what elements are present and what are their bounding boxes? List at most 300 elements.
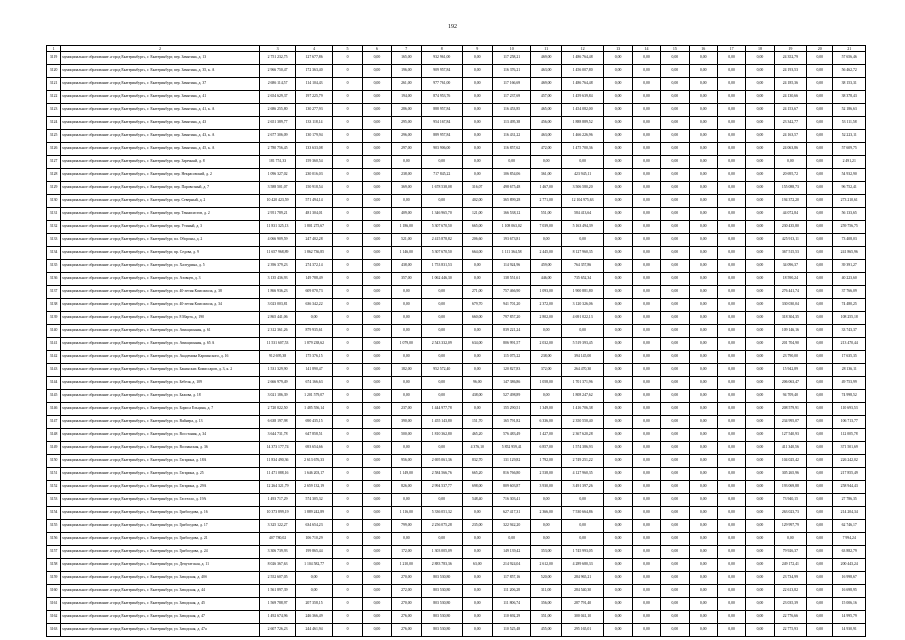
address-cell: муниципальное образование «город Екатеринбург», г. Екатеринбург, ул. Грибоедова, д. 21 [61,533,260,546]
row-number: 3129 [47,182,61,195]
value-cell: 0,00 [604,546,632,559]
value-cell: 24 163,57 [774,130,806,143]
row-number: 3154 [47,507,61,520]
value-cell: 0,00 [363,572,391,585]
value-cell: 0,00 [807,507,833,520]
value-cell: 0,00 [604,208,632,221]
value-cell: 0,00 [717,143,745,156]
value-cell: 133 633,08 [296,143,332,156]
value-cell: 52 223,11 [833,130,866,143]
value-cell: 0 [332,416,362,429]
value-cell: 11 657 968,89 [259,247,295,260]
value-cell: 0,00 [661,247,689,260]
value-cell: 23 734,99 [774,572,806,585]
value-cell: 0,00 [689,455,717,468]
value-cell: 576 483,49 [492,429,531,442]
value-cell: 0,00 [689,260,717,273]
value-cell: 108 255,18 [833,312,866,325]
value-cell: 0,00 [604,156,632,169]
value-cell: 0 [332,481,362,494]
value-cell: 0,00 [746,507,774,520]
value-cell: 0,00 [363,91,391,104]
value-cell: 0,00 [391,325,421,338]
address-cell: муниципальное образование «город Екатеринбург», г. Екатеринбург, ул. Гастелло, д. 19А [61,494,260,507]
value-cell: 0,00 [807,104,833,117]
value-cell: 457,00 [531,91,561,104]
value-cell: 297,00 [391,143,421,156]
value-cell: 0,00 [632,273,660,286]
value-cell: 674 166,63 [296,377,332,390]
value-cell: 311,00 [531,585,561,598]
value-cell: 206,60 [462,234,492,247]
table-row [47,520,866,533]
value-cell: 0,00 [807,195,833,208]
value-cell: 402,00 [462,195,492,208]
value-cell: 0,00 [807,429,833,442]
value-cell: 636 342,22 [296,299,332,312]
value-cell: 0 [332,559,362,572]
row-number: 3142 [47,351,61,364]
value-cell: 0,00 [363,143,391,156]
value-cell: 23 035,39 [774,598,806,611]
value-cell: 114 924,96 [492,260,531,273]
value-cell: 20 695,72 [774,169,806,182]
value-cell: 0,00 [632,338,660,351]
address-cell: муниципальное образование «город Екатеринбург», г. Екатеринбург, пер. Утиный, д. 3 [61,221,260,234]
value-cell: 0,00 [391,195,421,208]
value-cell: 116 376,21 [492,65,531,78]
value-cell: 0,00 [807,559,833,572]
value-cell: 0,00 [391,312,421,325]
value-cell: 2 651 389,77 [259,117,295,130]
value-cell: 0,00 [717,390,745,403]
value-cell: 0,00 [717,468,745,481]
value-cell: 150 918,54 [296,182,332,195]
value-cell: 0,00 [717,624,745,637]
value-cell: 0,00 [363,377,391,390]
table-row [47,364,866,377]
value-cell: 0,00 [604,533,632,546]
value-cell: 0 [332,169,362,182]
value-cell: 0,00 [717,598,745,611]
value-cell: 0,00 [462,169,492,182]
value-cell: 0,00 [746,117,774,130]
value-cell: 1 104 582,77 [296,559,332,572]
value-cell: 22 613,82 [774,585,806,598]
data-table [46,45,866,637]
value-cell: 1 900 881,80 [561,286,604,299]
value-cell: 0,00 [807,273,833,286]
value-cell: 0,00 [689,559,717,572]
value-cell: 0,00 [746,351,774,364]
value-cell: 0,00 [604,390,632,403]
value-cell: 0,00 [661,130,689,143]
value-cell: 0,00 [661,169,689,182]
value-cell: 952 572,40 [422,364,463,377]
value-cell: 0,00 [462,117,492,130]
value-cell: 0,00 [422,195,463,208]
value-cell: 0,00 [661,572,689,585]
value-cell: 0,00 [717,520,745,533]
value-cell: 0,00 [689,130,717,143]
value-cell: 584 413,64 [561,208,604,221]
value-cell: 0,00 [632,143,660,156]
value-cell: 0,00 [604,468,632,481]
value-cell: 0,00 [604,117,632,130]
value-cell: 0,00 [807,130,833,143]
value-cell: 0,00 [632,299,660,312]
value-cell: 1 467,00 [531,182,561,195]
value-cell: 1 879 238,62 [296,338,332,351]
address-cell: муниципальное образование «город Екатеринбург», г. Екатеринбург, ул. Заводская, д. 44 [61,585,260,598]
value-cell: 665,00 [462,221,492,234]
row-number: 3121 [47,78,61,91]
value-cell: 2 613 676,33 [296,455,332,468]
value-cell: 0,00 [462,143,492,156]
value-cell: 0,00 [632,481,660,494]
value-cell: 0,00 [689,286,717,299]
header-cell: 21 [833,46,866,52]
value-cell: 276,00 [391,624,421,637]
value-cell: 0,00 [363,299,391,312]
value-cell: 305 265,96 [774,468,806,481]
value-cell: 0,00 [717,351,745,364]
address-cell: муниципальное образование «город Екатеринбург», г. Екатеринбург, ул. Авиационная, д. 65 А [61,338,260,351]
value-cell: 0,00 [746,143,774,156]
value-cell: 330 030,04 [774,299,806,312]
value-cell: 206 063,47 [774,377,806,390]
value-cell: 0,00 [632,377,660,390]
value-cell: 0,00 [363,416,391,429]
address-cell: муниципальное образование «город Екатеринбург», г. Екатеринбург, ул. Халтурина, д. 5 [61,260,260,273]
value-cell: 1 201 579,07 [296,390,332,403]
value-cell: 0,00 [807,611,833,624]
value-cell: 175 376,15 [296,351,332,364]
address-cell: муниципальное образование «город Екатеринбург», г. Екатеринбург, пер. Замятина, д. 13 [61,52,260,65]
value-cell: 0,00 [604,585,632,598]
value-cell: 0,00 [661,442,689,455]
value-cell: 0,00 [689,169,717,182]
table-row [47,208,866,221]
value-cell: 3 135 436,93 [259,273,295,286]
value-cell: 0,00 [604,78,632,91]
value-cell: 0,00 [561,533,604,546]
table-row [47,221,866,234]
value-cell: 141 890,47 [296,364,332,377]
value-cell: 0,00 [661,195,689,208]
value-cell: 0,00 [462,325,492,338]
value-cell: 2 032,00 [531,338,561,351]
value-cell: 284 540,30 [561,585,604,598]
value-cell: 237,00 [391,403,421,416]
value-cell: 38 153,31 [833,78,866,91]
value-cell: 318 304,35 [774,312,806,325]
value-cell: 809 603,87 [492,481,531,494]
value-cell: 5 336 051,32 [422,507,463,520]
value-cell: 0,00 [689,325,717,338]
header-cell: 16 [689,46,717,52]
value-cell: 0,00 [807,65,833,78]
address-cell: муниципальное образование «город Екатеринбург», г. Екатеринбург, ул. Гагарина, д. 25 [61,468,260,481]
address-cell: муниципальное образование «город Екатеринбург», г. Екатеринбург, пер. Замятина, д. 43 [61,117,260,130]
value-cell: 0 [332,624,362,637]
value-cell: 3 930,00 [531,481,561,494]
value-cell: 5 307 670,50 [422,247,463,260]
value-cell: 226 242,02 [833,455,866,468]
address-cell: муниципальное образование «город Екатеринбург», г. Екатеринбург, ул. Заводская, д. 45 [61,598,260,611]
value-cell: 0,00 [604,429,632,442]
value-cell: 0 [332,52,362,65]
value-cell: 270,00 [391,598,421,611]
value-cell: 0,00 [717,546,745,559]
value-cell: 459,00 [531,260,561,273]
value-cell: 0,00 [363,325,391,338]
value-cell: 0,00 [661,481,689,494]
value-cell: 0,00 [561,234,604,247]
address-cell: муниципальное образование «город Екатеринбург», г. Екатеринбург, ул. Депутатская, д. 11 [61,559,260,572]
value-cell: 17 635,35 [833,351,866,364]
address-cell: муниципальное образование «город Екатеринбург», г. Екатеринбург, ул. Вайнера, д. 13 [61,416,260,429]
value-cell: 2 780 756,45 [259,143,295,156]
value-cell: 0,00 [689,468,717,481]
value-cell: 11 834 490,36 [259,455,295,468]
value-cell: 0,00 [807,169,833,182]
value-cell: 1 454 082,00 [561,104,604,117]
value-cell: 0,00 [689,104,717,117]
value-cell: 0,00 [391,286,421,299]
value-cell: 664,00 [462,247,492,260]
value-cell: 574 305,32 [296,494,332,507]
value-cell: 259 756,75 [833,221,866,234]
value-cell: 0,00 [462,611,492,624]
value-cell: 0,00 [661,286,689,299]
row-number: 3151 [47,468,61,481]
value-cell: 3 491 397,26 [561,481,604,494]
value-cell: 0,00 [807,455,833,468]
value-cell: 0,00 [807,364,833,377]
value-cell: 0,00 [746,533,774,546]
value-cell: 698,00 [462,481,492,494]
value-cell: 816 766,80 [492,468,531,481]
value-cell: 0,00 [604,104,632,117]
value-cell: 0,00 [807,403,833,416]
value-cell: 0,00 [661,455,689,468]
row-number: 3149 [47,442,61,455]
value-cell: 0,00 [689,507,717,520]
value-cell: 0,00 [604,52,632,65]
address-cell: муниципальное образование «город Екатеринбург», г. Екатеринбург, ул. Бакинских Комиссаров, д. 3, к. 2 [61,364,260,377]
value-cell: 0,00 [807,247,833,260]
value-cell: 0,00 [561,494,604,507]
value-cell: 0,00 [632,468,660,481]
value-cell: 634,00 [462,338,492,351]
value-cell: 0,00 [363,442,391,455]
value-cell: 0,00 [363,403,391,416]
value-cell: 0,00 [746,546,774,559]
value-cell: 2 350 550,40 [561,416,604,429]
value-cell: 1 427,00 [531,429,561,442]
value-cell: 0,00 [462,130,492,143]
value-cell: 0,00 [746,260,774,273]
header-cell: 13 [604,46,632,52]
table-row [47,299,866,312]
value-cell: 96,00 [462,377,492,390]
value-cell: 438,00 [391,260,421,273]
value-cell: 0 [332,143,362,156]
value-cell: 0,00 [746,325,774,338]
value-cell: 14 995,79 [833,611,866,624]
table-row [47,156,866,169]
value-cell: 0,00 [746,247,774,260]
value-cell: 0,00 [717,130,745,143]
value-cell: 1 116,00 [391,507,421,520]
row-number: 3128 [47,169,61,182]
value-cell: 0,00 [807,299,833,312]
value-cell: 0,00 [296,572,332,585]
value-cell: 0,00 [604,611,632,624]
value-cell: 200 443,24 [833,559,866,572]
value-cell: 0,00 [531,533,561,546]
value-cell: 941 701,20 [492,299,531,312]
value-cell: 1 466 226,96 [561,130,604,143]
value-cell: 193 673,81 [492,234,531,247]
value-cell: 977 761,00 [422,78,463,91]
value-cell: 0,00 [363,468,391,481]
value-cell: 0,00 [717,442,745,455]
value-cell: 0,00 [746,520,774,533]
value-cell: 0,00 [632,611,660,624]
value-cell: 8 026 367,63 [259,559,295,572]
value-cell: 0,00 [807,533,833,546]
value-cell: 0,00 [632,598,660,611]
value-cell: 0,00 [689,377,717,390]
value-cell: 57 656,46 [833,52,866,65]
value-cell: 0,00 [661,624,689,637]
value-cell: 0,00 [746,169,774,182]
value-cell: 0,00 [746,221,774,234]
value-cell: 0,00 [422,351,463,364]
value-cell: 193 069,88 [774,481,806,494]
value-cell: 0,00 [746,52,774,65]
address-cell: муниципальное образование «город Екатеринбург», г. Екатеринбург, пер. Заречный, д. 8 [61,156,260,169]
value-cell: 172 363,40 [296,65,332,78]
value-cell: 0,00 [717,52,745,65]
value-cell: 371 501,69 [833,442,866,455]
value-cell: 2 951 789,21 [259,208,295,221]
value-cell: 0 [332,442,362,455]
value-cell: 5 163 494,39 [561,221,604,234]
value-cell: 627 417,31 [492,507,531,520]
row-number: 3145 [47,390,61,403]
value-cell: 1 866 936,23 [259,286,295,299]
value-cell: 0,00 [689,182,717,195]
value-cell: 0,00 [363,247,391,260]
value-cell: 0 [332,65,362,78]
header-cell: 20 [807,46,833,52]
value-cell: 0,00 [689,221,717,234]
value-cell: 15 006,16 [833,598,866,611]
table-row [47,260,866,273]
value-cell: 24 130,66 [774,91,806,104]
value-cell: 0,00 [363,338,391,351]
value-cell: 0,00 [462,585,492,598]
value-cell: 0,00 [604,325,632,338]
value-cell: 0,00 [632,104,660,117]
value-cell: 0,00 [661,65,689,78]
value-cell: 2 543 332,09 [422,338,463,351]
value-cell: 0,00 [661,559,689,572]
value-cell: 0,00 [717,221,745,234]
value-cell: 0 [332,156,362,169]
value-cell: 0,00 [632,442,660,455]
table-row [47,390,866,403]
value-cell: 114 104,43 [296,78,332,91]
value-cell: 12 104 975,63 [561,195,604,208]
row-number: 3137 [47,286,61,299]
value-cell: 14 373 177,74 [259,442,295,455]
value-cell: 0 [332,546,362,559]
value-cell: 270,00 [391,572,421,585]
value-cell: 1 646 203,17 [296,468,332,481]
value-cell: 1 753 831,53 [422,260,463,273]
value-cell: 0,00 [689,403,717,416]
address-cell: муниципальное образование «город Екатеринбург», г. Екатеринбург, ул. Бориса Ельцина, д. 7 [61,403,260,416]
value-cell: 44 072,84 [774,208,806,221]
value-cell: 0,00 [717,429,745,442]
value-cell: 0,00 [807,182,833,195]
value-cell: 826,00 [391,481,421,494]
value-cell: 0 [332,494,362,507]
table-row [47,598,866,611]
value-cell: 690 435,15 [296,416,332,429]
value-cell: 903 906,00 [422,143,463,156]
value-cell: 3 588 501,07 [259,182,295,195]
value-cell: 271,00 [462,286,492,299]
value-cell: 0 [332,403,362,416]
header-cell: 19 [774,46,806,52]
value-cell: 0,00 [807,390,833,403]
value-cell: 803 530,80 [422,585,463,598]
value-cell: 0,00 [717,455,745,468]
value-cell: 181 751,33 [259,156,295,169]
value-cell: 74 480,25 [833,299,866,312]
value-cell: 0,00 [604,377,632,390]
value-cell: 230 016,03 [296,169,332,182]
value-cell: 0,00 [632,156,660,169]
value-cell: 197 225,79 [296,91,332,104]
value-cell: 0,00 [363,598,391,611]
header-cell: 17 [717,46,745,52]
value-cell: 214 204,34 [833,507,866,520]
value-cell: 0,00 [746,585,774,598]
value-cell: 1 486 764,48 [561,52,604,65]
value-cell: 0,00 [531,325,561,338]
value-cell: 5 852 959,41 [492,442,531,455]
value-cell: 0,00 [632,78,660,91]
value-cell: 241 865,96 [833,247,866,260]
value-cell: 0 [332,208,362,221]
value-cell: 0,00 [462,156,492,169]
value-cell: 455,00 [531,624,561,637]
value-cell: 155 088,73 [774,182,806,195]
value-cell: 0,00 [746,403,774,416]
row-number: 3138 [47,299,61,312]
value-cell: 0,00 [462,624,492,637]
value-cell: 151,70 [462,416,492,429]
value-cell: 112 005,78 [833,429,866,442]
value-cell: 0,00 [807,585,833,598]
value-cell: 0,00 [632,364,660,377]
